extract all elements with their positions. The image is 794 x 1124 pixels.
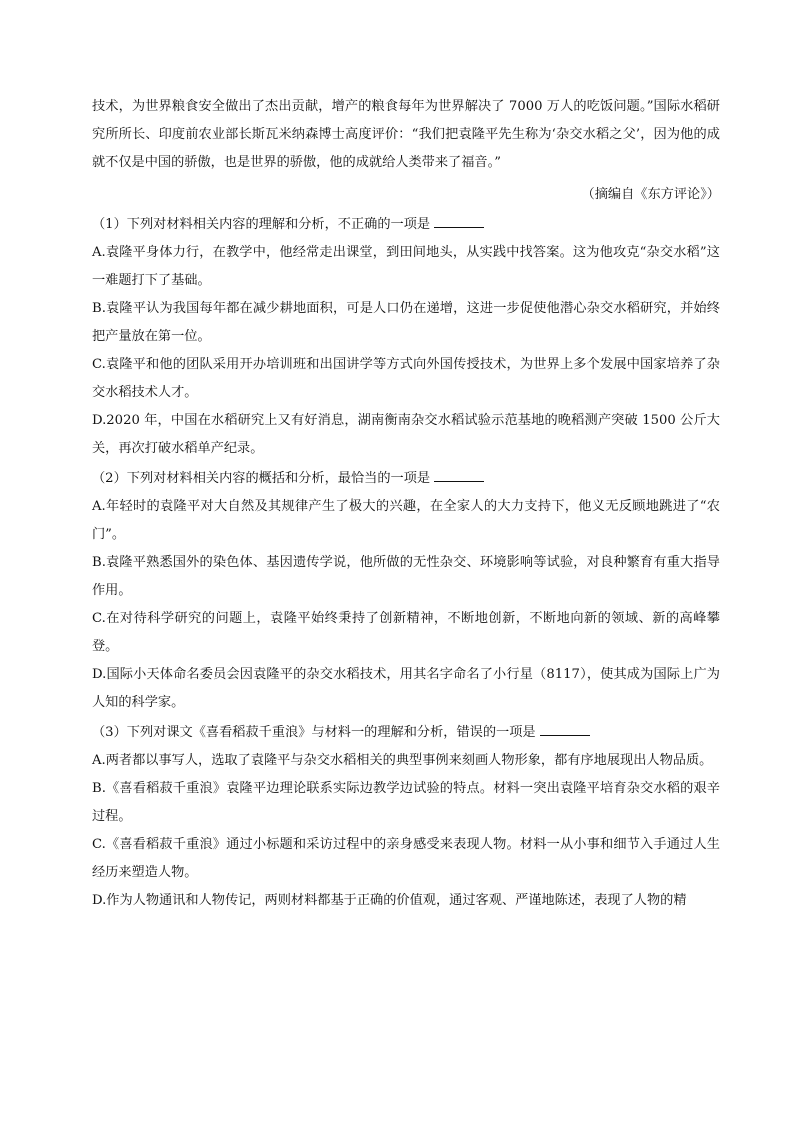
answer-blank — [434, 467, 484, 482]
question-3 — [92, 719, 720, 915]
question-stem: （2）下列对材料相关内容的概括和分析，最恰当的一项是 — [92, 465, 720, 493]
option-b: B.袁隆平认为我国每年都在减少耕地面积，可是人口仍在递增，这进一步促使他潜心杂交水稻研究，并始终把产量放在第一位。 — [92, 301, 720, 344]
passage-source: （摘编自《东方评论》） — [581, 187, 720, 202]
option-d: D.作为人物通讯和人物传记，两则材料都基于正确的价值观，通过客观、严谨地陈述，表现了人物的精 — [92, 893, 687, 908]
option-c: C.袁隆平和他的团队采用开办培训班和出国讲学等方式向外国传授技术，为世界上多个发展中国家培养了杂交水稻技术人才。 — [92, 357, 720, 400]
option-c: C.《喜看稻菽千重浪》通过小标题和采访过程中的亲身感受来表现人物。材料一从小事和细节入手通过人生经历来塑造人物。 — [92, 837, 720, 880]
option-b: B.《喜看稻菽千重浪》袁隆平边理论联系实际边教学边试验的特点。材料一突出袁隆平培育杂交水稻的艰辛过程。 — [92, 781, 720, 824]
option-a: A.两者都以事写人，选取了袁隆平与杂交水稻相关的典型事例来刻画人物形象，都有序地展现出人物品质。 — [92, 753, 713, 768]
question-2 — [92, 465, 720, 717]
option-c: C.在对待科学研究的问题上，袁隆平始终秉持了创新精神，不断地创新，不断地向新的领域、新的高峰攀登。 — [92, 611, 720, 654]
option-a: A.年轻时的袁隆平对大自然及其规律产生了极大的兴趣，在全家人的大力支持下，他义无反顾地跳进了“农门”。 — [92, 499, 720, 542]
option-d: D.2020 年，中国在水稻研究上又有好消息，湖南衡南杂交水稻试验示范基地的晚稻测产突破 1500 公斤大关，再次打破水稻单产纪录。 — [92, 413, 720, 456]
answer-blank — [434, 213, 484, 228]
option-a: A.袁隆平身体力行，在教学中，他经常走出课堂，到田间地头，从实践中找答案。这为他攻克“杂交水稻”这一难题打下了基础。 — [92, 245, 720, 288]
document-content — [92, 93, 720, 915]
question-stem: （1）下列对材料相关内容的理解和分析，不正确的一项是 — [92, 211, 720, 239]
answer-blank — [540, 721, 590, 736]
question-stem: （3）下列对课文《喜看稻菽千重浪》与材料一的理解和分析，错误的一项是 — [92, 719, 720, 747]
question-1 — [92, 211, 720, 463]
passage-paragraph: 技术，为世界粮食安全做出了杰出贡献，增产的粮食每年为世界解决了 7000 万人的吃饭问题。”国际水稻研究所所长、印度前农业部长斯瓦米纳森博士高度评价：“我们把袁隆平先生称为‘杂交水稻之父’，因为他的成就不仅是中国的骄傲，也是世界的骄傲，他的成就给人类带来了福音。” — [92, 99, 720, 170]
option-d: D.国际小天体命名委员会因袁隆平的杂交水稻技术，用其名字命名了小行星（8117），使其成为国际上广为人知的科学家。 — [92, 667, 720, 710]
option-b: B.袁隆平熟悉国外的染色体、基因遗传学说，他所做的无性杂交、环境影响等试验，对良种繁育有重大指导作用。 — [92, 555, 720, 598]
